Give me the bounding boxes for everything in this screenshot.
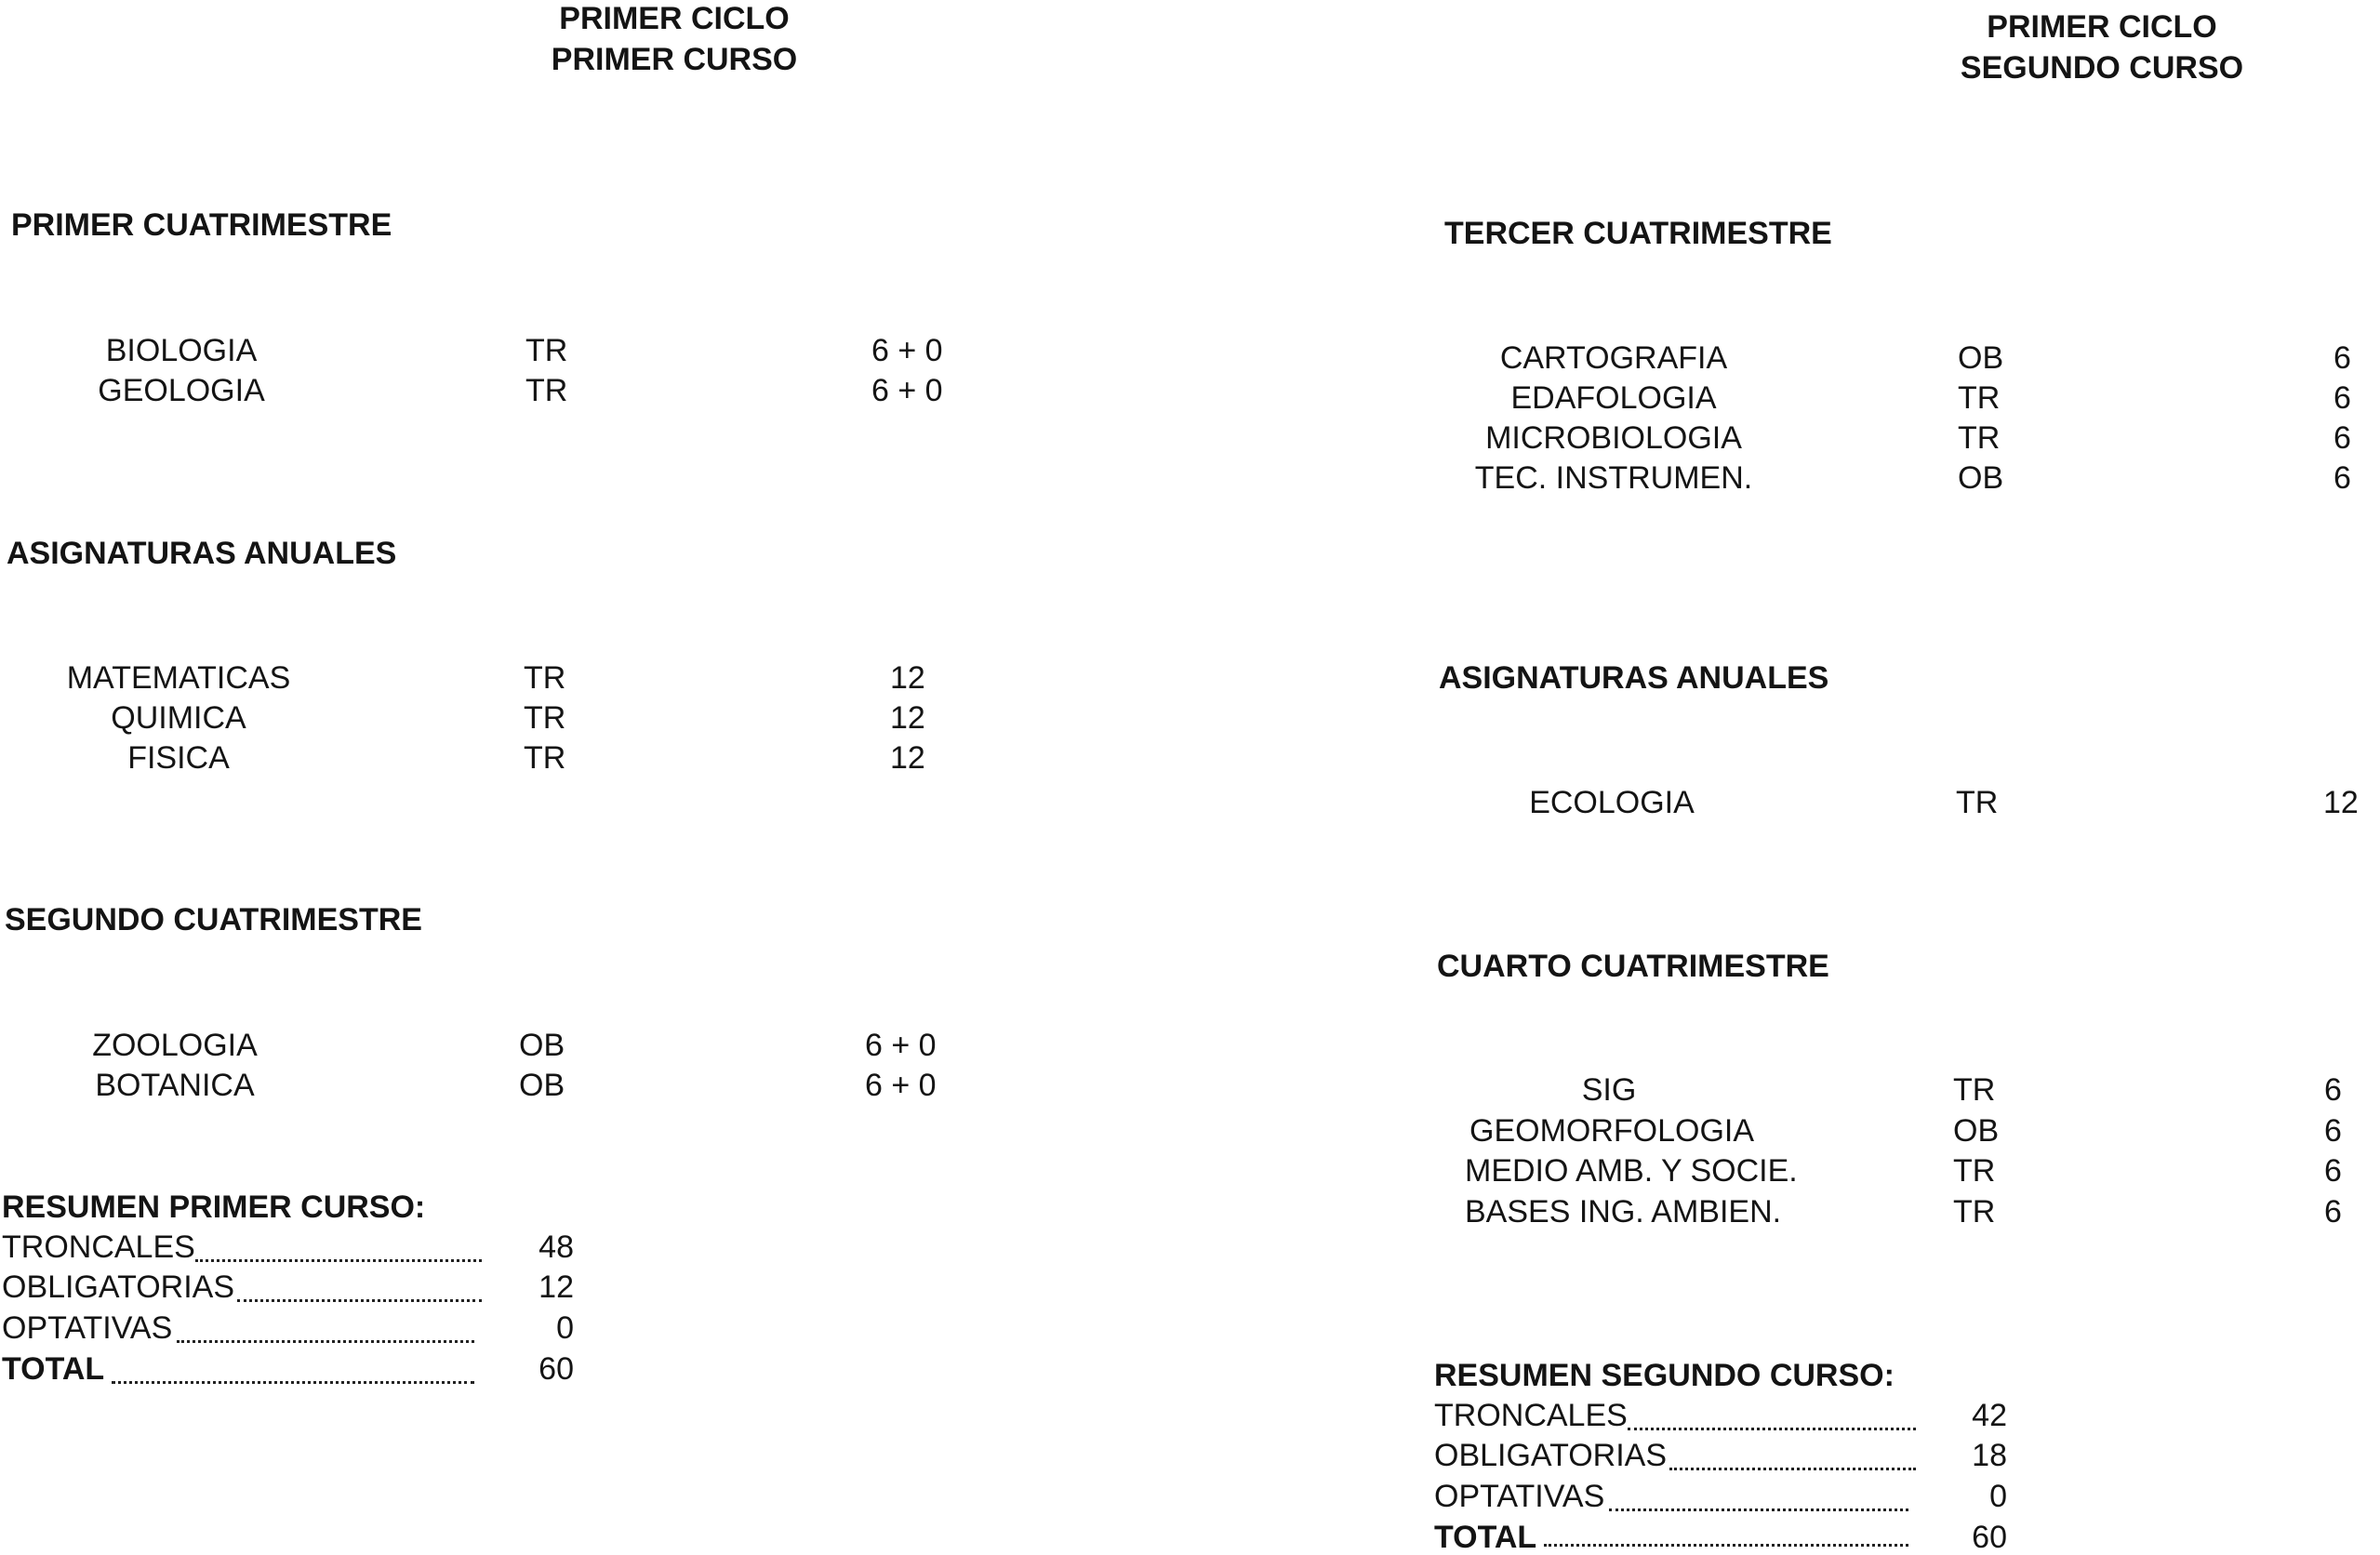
subject-credits: 6	[2324, 1153, 2342, 1189]
left-section-title-2: ASIGNATURAS ANUALES	[7, 536, 397, 571]
right-header-course: SEGUNDO CURSO	[1960, 50, 2244, 86]
subject-credits: 6	[2333, 460, 2351, 496]
subject-credits: 6	[2333, 340, 2351, 376]
subject-name: GEOMORFOLOGIA	[1469, 1113, 1755, 1149]
subject-type: TR	[525, 373, 568, 408]
subject-credits: 12	[890, 740, 925, 776]
leader-dots	[1544, 1544, 1908, 1547]
subject-type: TR	[1958, 420, 2001, 456]
subject-credits: 6	[2324, 1072, 2342, 1108]
summary-value: 60	[538, 1351, 574, 1387]
leader-dots	[1628, 1428, 1916, 1430]
right-summary-title: RESUMEN SEGUNDO CURSO:	[1434, 1358, 1895, 1393]
subject-credits: 6 + 0	[871, 333, 943, 368]
subject-name: ECOLOGIA	[1529, 785, 1695, 820]
summary-label: OBLIGATORIAS	[2, 1269, 235, 1305]
subject-name: MATEMATICAS	[66, 660, 291, 696]
right-section-title-2: ASIGNATURAS ANUALES	[1439, 660, 1829, 696]
summary-value: 60	[1972, 1520, 2007, 1555]
subject-name: BASES ING. AMBIEN.	[1465, 1194, 1782, 1229]
leader-dots	[1669, 1468, 1916, 1470]
subject-type: OB	[519, 1068, 565, 1103]
subject-type: TR	[1953, 1072, 1996, 1108]
subject-type: TR	[524, 700, 566, 736]
subject-credits: 6	[2324, 1113, 2342, 1149]
leader-dots	[1609, 1508, 1908, 1511]
summary-value: 0	[556, 1310, 574, 1346]
subject-type: TR	[1953, 1153, 1996, 1189]
subject-name: BIOLOGIA	[105, 333, 258, 368]
summary-label: TRONCALES	[2, 1229, 195, 1265]
summary-value: 18	[1972, 1438, 2007, 1473]
left-header-cycle: PRIMER CICLO	[559, 1, 790, 36]
subject-credits: 6 + 0	[865, 1068, 937, 1103]
summary-value: 12	[538, 1269, 574, 1305]
subject-credits: 12	[890, 700, 925, 736]
subject-name: SIG	[1581, 1072, 1637, 1108]
left-summary-title: RESUMEN PRIMER CURSO:	[2, 1190, 426, 1225]
summary-label-total: TOTAL	[2, 1351, 105, 1387]
summary-value: 42	[1972, 1398, 2007, 1433]
summary-value: 0	[1989, 1479, 2007, 1514]
right-section-title-3: CUARTO CUATRIMESTRE	[1437, 949, 1829, 984]
subject-type: TR	[1958, 380, 2001, 416]
subject-credits: 6 + 0	[871, 373, 943, 408]
subject-name: MICROBIOLOGIA	[1485, 420, 1742, 456]
subject-name: MEDIO AMB. Y SOCIE.	[1465, 1153, 1798, 1189]
subject-type: TR	[1953, 1194, 1996, 1229]
summary-label: OPTATIVAS	[1434, 1479, 1605, 1514]
subject-name: EDAFOLOGIA	[1510, 380, 1717, 416]
subject-name: CARTOGRAFIA	[1499, 340, 1728, 376]
summary-label: OBLIGATORIAS	[1434, 1438, 1668, 1473]
left-section-title-1: PRIMER CUATRIMESTRE	[11, 207, 392, 243]
subject-name: ZOOLOGIA	[92, 1028, 258, 1063]
subject-name: QUIMICA	[111, 700, 246, 736]
left-section-title-3: SEGUNDO CUATRIMESTRE	[5, 902, 422, 937]
summary-label: TRONCALES	[1434, 1398, 1628, 1433]
subject-credits: 12	[890, 660, 925, 696]
subject-type: OB	[1958, 460, 2004, 496]
subject-type: TR	[524, 740, 566, 776]
left-header-course: PRIMER CURSO	[551, 42, 798, 77]
subject-credits: 6	[2324, 1194, 2342, 1229]
subject-name: GEOLOGIA	[98, 373, 265, 408]
leader-dots	[237, 1299, 482, 1302]
subject-type: TR	[525, 333, 568, 368]
subject-credits: 6 + 0	[865, 1028, 937, 1063]
summary-value: 48	[538, 1229, 574, 1265]
summary-label: OPTATIVAS	[2, 1310, 173, 1346]
leader-dots	[112, 1381, 474, 1384]
right-section-title-1: TERCER CUATRIMESTRE	[1444, 216, 1832, 251]
summary-label-total: TOTAL	[1434, 1520, 1537, 1555]
leader-dots	[195, 1259, 482, 1262]
subject-credits: 6	[2333, 420, 2351, 456]
leader-dots	[177, 1340, 474, 1343]
subject-type: OB	[519, 1028, 565, 1063]
subject-name: TEC. INSTRUMEN.	[1474, 460, 1753, 496]
subject-type: TR	[1956, 785, 1999, 820]
right-header-cycle: PRIMER CICLO	[1987, 9, 2217, 45]
subject-name: FISICA	[127, 740, 230, 776]
subject-type: OB	[1953, 1113, 2000, 1149]
subject-type: OB	[1958, 340, 2004, 376]
subject-name: BOTANICA	[95, 1068, 255, 1103]
subject-credits: 12	[2323, 785, 2359, 820]
subject-type: TR	[524, 660, 566, 696]
subject-credits: 6	[2333, 380, 2351, 416]
